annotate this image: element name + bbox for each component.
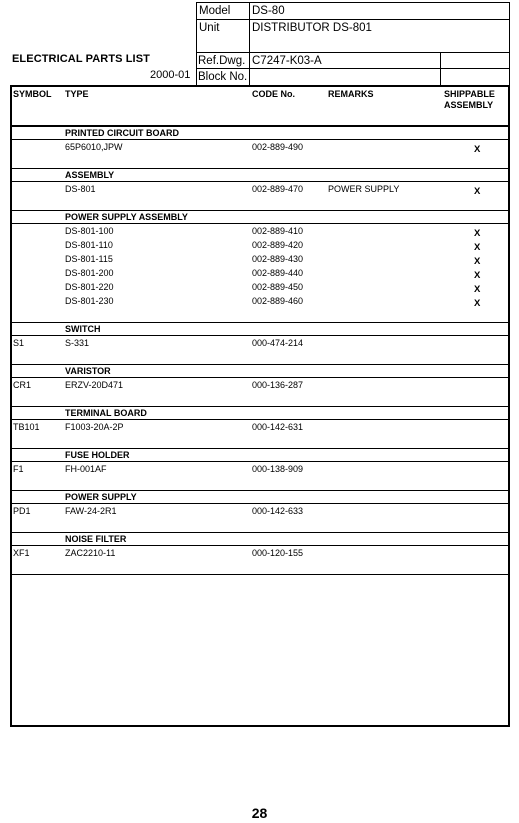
part-code: 002-889-410 bbox=[252, 226, 304, 236]
column-header-remarks: REMARKS bbox=[328, 89, 374, 99]
part-code: 002-889-460 bbox=[252, 296, 304, 306]
header-info-table bbox=[196, 2, 510, 85]
part-code: 002-889-450 bbox=[252, 282, 304, 292]
part-type: ERZV-20D471 bbox=[65, 380, 124, 390]
section-end-rule bbox=[12, 574, 508, 575]
part-code: 002-889-430 bbox=[252, 254, 304, 264]
document-date: 2000-01 bbox=[150, 69, 191, 81]
model-value: DS-80 bbox=[252, 5, 285, 17]
section-heading: TERMINAL BOARD bbox=[65, 408, 147, 418]
section-end-rule bbox=[12, 210, 508, 211]
part-type: DS-801-100 bbox=[65, 226, 114, 236]
section-end-rule bbox=[12, 532, 508, 533]
part-type: 65P6010,JPW bbox=[65, 142, 123, 152]
model-label: Model bbox=[199, 5, 231, 17]
part-code: 002-889-420 bbox=[252, 240, 304, 250]
header-divider bbox=[12, 125, 508, 127]
part-shippable-mark: X bbox=[474, 144, 481, 155]
column-header-shippable bbox=[444, 89, 495, 111]
section-heading: ASSEMBLY bbox=[65, 170, 115, 180]
section-heading: POWER SUPPLY bbox=[65, 492, 137, 502]
part-type: DS-801-220 bbox=[65, 282, 114, 292]
part-type: FAW-24-2R1 bbox=[65, 506, 117, 516]
part-code: 002-889-440 bbox=[252, 268, 304, 278]
section-end-rule bbox=[12, 448, 508, 449]
part-symbol: S1 bbox=[13, 338, 25, 348]
section-heading: PRINTED CIRCUIT BOARD bbox=[65, 128, 179, 138]
part-code: 000-142-631 bbox=[252, 422, 304, 432]
part-symbol: F1 bbox=[13, 464, 24, 474]
part-shippable-mark: X bbox=[474, 270, 481, 281]
part-shippable-mark: X bbox=[474, 242, 481, 253]
part-type: DS-801-110 bbox=[65, 240, 113, 250]
part-type: FH-001AF bbox=[65, 464, 107, 474]
section-heading-rule bbox=[12, 223, 508, 224]
section-heading: POWER SUPPLY ASSEMBLY bbox=[65, 212, 188, 222]
section-heading: VARISTOR bbox=[65, 366, 111, 376]
column-header-symbol: SYMBOL bbox=[13, 89, 52, 99]
part-shippable-mark: X bbox=[474, 256, 481, 267]
part-type: F1003-20A-2P bbox=[65, 422, 124, 432]
refdwg-value: C7247-K03-A bbox=[252, 55, 322, 67]
part-remarks: POWER SUPPLY bbox=[328, 184, 400, 194]
part-code: 000-120-155 bbox=[252, 548, 304, 558]
section-heading: FUSE HOLDER bbox=[65, 450, 130, 460]
page-number: 28 bbox=[251, 805, 268, 821]
part-type: S-331 bbox=[65, 338, 90, 348]
section-heading-rule bbox=[12, 545, 508, 546]
column-header-shippable-line1: SHIPPABLE bbox=[444, 89, 495, 99]
section-end-rule bbox=[12, 364, 508, 365]
part-code: 002-889-490 bbox=[252, 142, 304, 152]
section-heading: SWITCH bbox=[65, 324, 101, 334]
parts-list-table bbox=[10, 85, 510, 727]
part-type: ZAC2210-11 bbox=[65, 548, 116, 558]
section-end-rule bbox=[12, 168, 508, 169]
section-end-rule bbox=[12, 490, 508, 491]
section-heading-rule bbox=[12, 419, 508, 420]
part-shippable-mark: X bbox=[474, 186, 481, 197]
section-end-rule bbox=[12, 406, 508, 407]
column-header-shippable-line2: ASSEMBLY bbox=[444, 100, 494, 110]
part-shippable-mark: X bbox=[474, 298, 481, 309]
section-heading-rule bbox=[12, 335, 508, 336]
part-code: 002-889-470 bbox=[252, 184, 304, 194]
section-heading-rule bbox=[12, 181, 508, 182]
column-header-code: CODE No. bbox=[252, 89, 296, 99]
unit-label: Unit bbox=[199, 22, 220, 34]
section-heading: NOISE FILTER bbox=[65, 534, 127, 544]
section-heading-rule bbox=[12, 461, 508, 462]
part-shippable-mark: X bbox=[474, 284, 481, 295]
part-symbol: CR1 bbox=[13, 380, 32, 390]
part-code: 000-474-214 bbox=[252, 338, 304, 348]
section-end-rule bbox=[12, 322, 508, 323]
section-heading-rule bbox=[12, 377, 508, 378]
block-label: Block No. bbox=[198, 71, 248, 83]
part-code: 000-138-909 bbox=[252, 464, 304, 474]
part-type: DS-801-115 bbox=[65, 254, 113, 264]
document-title: ELECTRICAL PARTS LIST bbox=[12, 53, 150, 65]
part-code: 000-142-633 bbox=[252, 506, 304, 516]
part-code: 000-136-287 bbox=[252, 380, 304, 390]
part-type: DS-801-200 bbox=[65, 268, 114, 278]
part-type: DS-801 bbox=[65, 184, 96, 194]
part-symbol: TB101 bbox=[13, 422, 40, 432]
part-type: DS-801-230 bbox=[65, 296, 114, 306]
section-heading-rule bbox=[12, 503, 508, 504]
part-symbol: PD1 bbox=[13, 506, 31, 516]
part-shippable-mark: X bbox=[474, 228, 481, 239]
refdwg-label: Ref.Dwg. bbox=[198, 55, 246, 67]
section-heading-rule bbox=[12, 139, 508, 140]
part-symbol: XF1 bbox=[13, 548, 30, 558]
unit-value: DISTRIBUTOR DS-801 bbox=[252, 22, 372, 34]
column-header-type: TYPE bbox=[65, 89, 89, 99]
